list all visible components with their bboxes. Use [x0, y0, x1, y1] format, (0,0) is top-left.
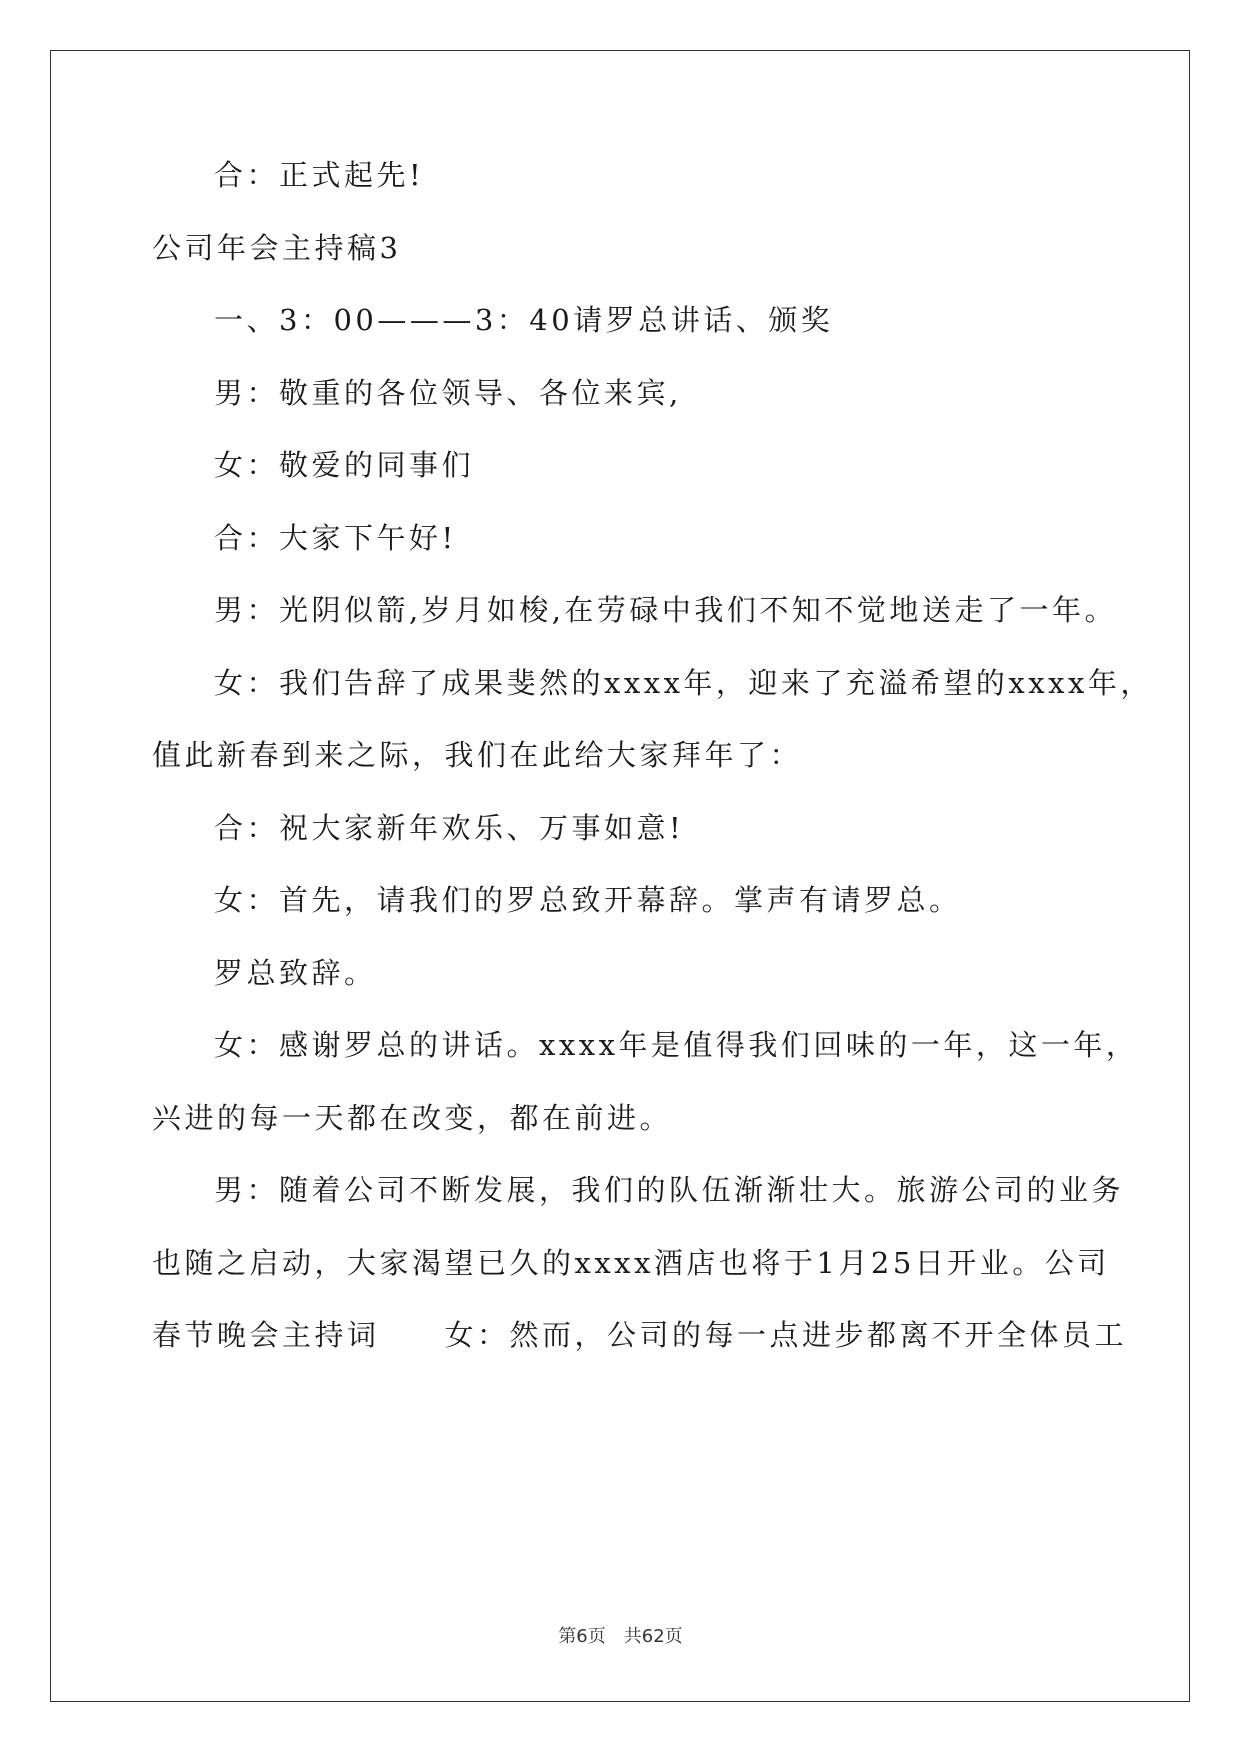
section-title: 公司年会主持稿3	[152, 231, 402, 265]
text-line-1: 合：正式起先!	[214, 158, 425, 192]
text-line-15: 男：随着公司不断发展，我们的队伍渐渐壮大。旅游公司的业务	[214, 1173, 1125, 1207]
page-border	[50, 50, 1190, 1702]
text-line-12: 罗总致辞。	[214, 956, 377, 990]
text-line-6: 合：大家下午好!	[214, 521, 457, 555]
text-line-4: 男：敬重的各位领导、各位来宾,	[214, 376, 682, 410]
text-line-7: 男：光阴似箭,岁月如梭,在劳碌中我们不知不觉地送走了一年。	[214, 593, 1117, 627]
text-line-16: 也随之启动，大家渴望已久的xxxx酒店也将于1月25日开业。公司	[152, 1246, 1110, 1280]
text-line-9: 值此新春到来之际，我们在此给大家拜年了：	[152, 738, 803, 772]
text-line-3: 一、3：00———3：40请罗总讲话、颁奖	[214, 303, 834, 337]
text-line-17: 春节晚会主持词 女：然而，公司的每一点进步都离不开全体员工	[152, 1318, 1128, 1352]
page-number-label: 第6页 共62页	[558, 1626, 683, 1647]
text-line-10: 合：祝大家新年欢乐、万事如意!	[214, 811, 685, 845]
text-line-8: 女：我们告辞了成果斐然的xxxx年，迎来了充溢希望的xxxx年，	[214, 666, 1153, 700]
page-footer	[0, 1622, 1241, 1648]
text-line-11: 女：首先，请我们的罗总致开幕辞。掌声有请罗总。	[214, 883, 962, 917]
text-line-5: 女：敬爱的同事们	[214, 448, 475, 482]
text-line-13: 女：感谢罗总的讲话。xxxx年是值得我们回味的一年，这一年，	[214, 1028, 1139, 1062]
text-line-14: 兴进的每一天都在改变，都在前进。	[152, 1101, 673, 1135]
